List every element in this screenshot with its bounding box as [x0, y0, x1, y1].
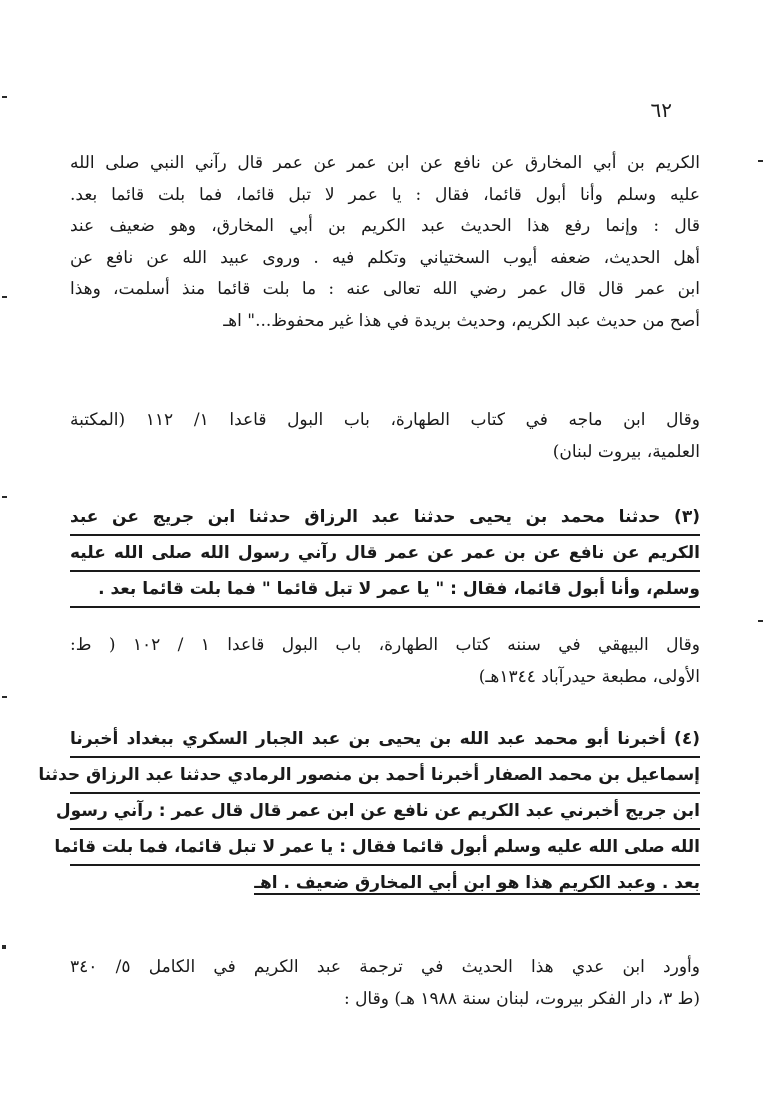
paragraph-ibn-adi-reference: [70, 952, 700, 1015]
text-line: (ط ٣، دار الفكر بيروت، لبنان سنة ١٩٨٨ هـ) وقال :: [343, 988, 700, 1009]
text-line: [70, 866, 700, 900]
paragraph-tirmidhi-commentary: [70, 148, 700, 337]
text-line: الأولى، مطبعة حيدرآباد ١٣٤٤هـ): [478, 666, 700, 687]
scan-mark: [2, 296, 7, 298]
paragraph-ibn-majah-reference: [70, 405, 700, 468]
scan-mark: [2, 696, 7, 698]
text-line: عليه وسلم وأنا أبول قائما، فقال : يا عمر لا تبل قائما، فما بلت قائما بعد.: [70, 184, 700, 205]
underlined-text: بعد . وعبد الكريم هذا هو ابن أبي المخارق ضعيف . اهـ: [254, 873, 700, 893]
text-line: وقال ابن ماجه في كتاب الطهارة، باب البول قاعدا ١/ ١١٢ (المكتبة: [70, 410, 701, 430]
text-line: إسماعيل بن محمد الصفار أخبرنا أحمد بن منصور الرمادي حدثنا عبد الرزاق حدثنا: [70, 758, 700, 794]
hadith-3-quote: [70, 500, 700, 608]
text-line: الكريم عن نافع عن بن عمر عن عمر قال رآني رسول الله صلى الله عليه: [70, 536, 700, 572]
book-page: [38, 90, 701, 1090]
scan-mark: [2, 945, 6, 949]
text-line: أهل الحديث، ضعفه أيوب السختياني وتكلم فيه . وروى عبيد الله عن نافع عن: [70, 247, 700, 268]
scan-mark: [2, 96, 7, 98]
text-line: العلمية، بيروت لبنان): [552, 441, 700, 462]
text-line: قال : وإنما رفع هذا الحديث عبد الكريم بن أبي المخارق، وهو ضعيف عند: [70, 216, 700, 236]
text-line: وسلم، وأنا أبول قائما، فقال : " يا عمر لا تبل قائما " فما بلت قائما بعد .: [70, 572, 700, 608]
scan-mark: [758, 160, 763, 162]
text-line: (٤) أخبرنا أبو محمد عبد الله بن يحيى بن عبد الجبار السكري ببغداد أخبرنا: [70, 722, 700, 758]
text-line: (٣) حدثنا محمد بن يحيى حدثنا عبد الرزاق حدثنا ابن جريج عن عبد: [70, 500, 700, 536]
text-line: وقال البيهقي في سننه كتاب الطهارة، باب البول قاعدا ١ / ١٠٢ ( ط:: [70, 635, 701, 655]
text-line: الكريم بن أبي المخارق عن نافع عن ابن عمر عن عمر قال رآني النبي صلى الله: [70, 153, 700, 173]
text-line: ابن جريج أخبرني عبد الكريم عن نافع عن ابن عمر قال قال عمر : رآني رسول: [70, 794, 700, 830]
paragraph-bayhaqi-reference: [70, 630, 700, 693]
scan-mark: [758, 620, 763, 622]
hadith-4-quote: [38, 722, 700, 900]
text-line: ابن عمر قال قال عمر رضي الله تعالى عنه : ما بلت قائما منذ أسلمت، وهذا: [70, 279, 700, 299]
text-line: وأورد ابن عدي هذا الحديث في ترجمة عبد الكريم في الكامل ٥/ ٣٤٠: [70, 957, 700, 977]
page-number: ٦٢: [650, 98, 672, 122]
text-line: الله صلى الله عليه وسلم أبول قائما فقال : يا عمر لا تبل قائما، فما بلت قائما: [70, 830, 700, 866]
scan-mark: [2, 496, 7, 498]
text-line: أصح من حديث عبد الكريم، وحديث بريدة في هذا غير محفوظ..." اهـ: [223, 310, 700, 331]
